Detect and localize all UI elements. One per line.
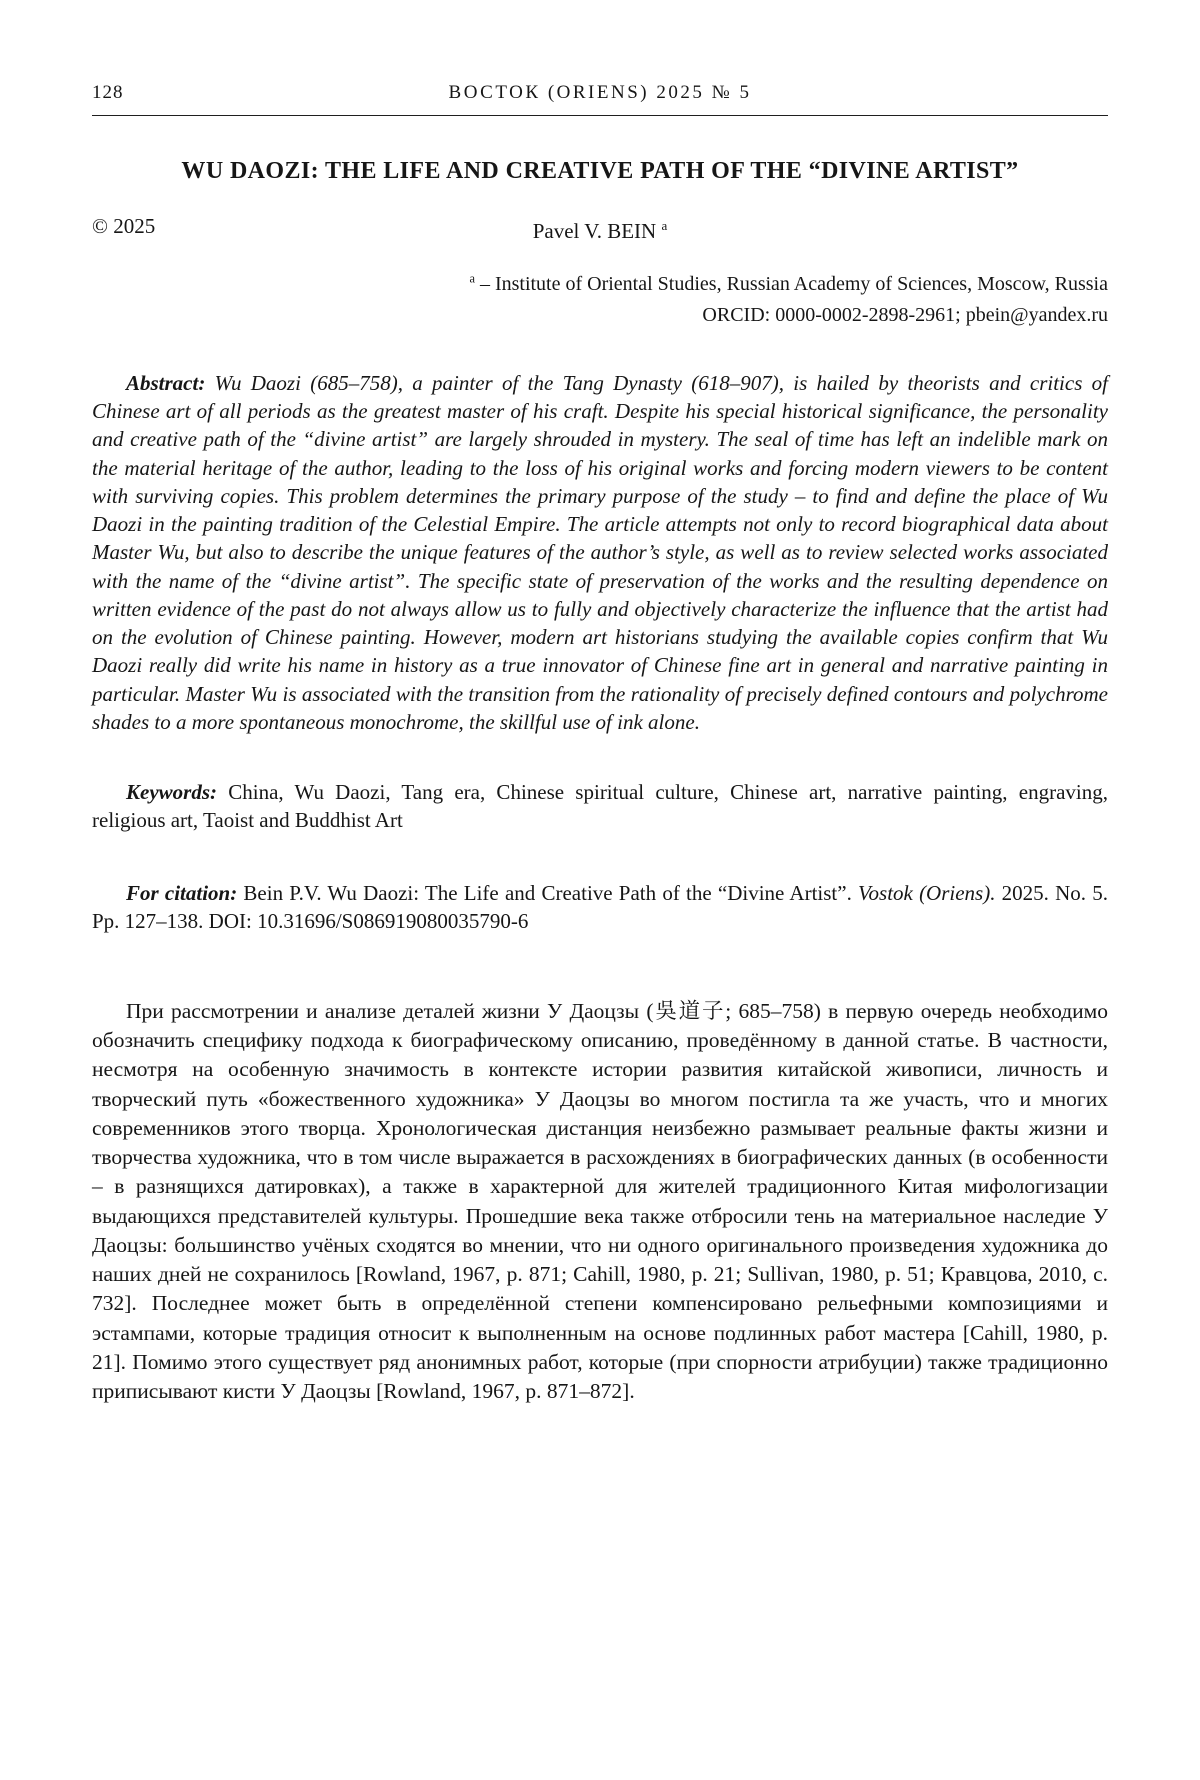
affiliation-mark: a bbox=[469, 271, 475, 286]
citation-journal-name: Vostok (Oriens). bbox=[858, 880, 996, 905]
affiliation-text: – Institute of Oriental Studies, Russian Academy of Sciences, Moscow, Russia bbox=[474, 273, 1108, 295]
article-body bbox=[92, 997, 1108, 1406]
page-number: 128 bbox=[92, 82, 124, 103]
author-affiliation-mark: a bbox=[661, 218, 668, 233]
citation-label: For citation: bbox=[126, 880, 238, 905]
header-rule bbox=[92, 115, 1108, 116]
page-header bbox=[92, 82, 1108, 110]
author-name: Pavel V. BEIN bbox=[532, 219, 657, 243]
author-line bbox=[92, 219, 1108, 244]
keywords-label: Keywords: bbox=[126, 780, 217, 805]
affiliation-block bbox=[92, 269, 1108, 331]
copyright-notice: © 2025 bbox=[92, 214, 156, 238]
citation-paragraph bbox=[92, 879, 1108, 935]
abstract-label: Abstract: bbox=[126, 371, 206, 395]
affiliation-line bbox=[92, 269, 1108, 300]
keywords-text: China, Wu Daozi, Tang era, Chinese spiritual culture, Chinese art, narrative painting, engraving, religious art, Taoist and Buddhist Art bbox=[92, 780, 1108, 833]
abstract-text: Wu Daozi (685–758), a painter of the Tang Dynasty (618–907), is hailed by theorists and critics of Chinese art of all periods as the greatest master of his craft. Despite his special historical significance, the personality and creative path of the “divine artist” are largely shrouded in mystery. The seal of time has left an indelible mark on the material heritage of the author, leading to the loss of his original works and forcing modern viewers to be content with surviving copies. This problem determines the primary purpose of the study – to find and define the place of Wu Daozi in the painting tradition of the Celestial Empire. The article attempts not only to record biographical data about Master Wu, but also to describe the unique features of the author’s style, as well as to review selected works associated with the name of the “divine artist”. The specific state of preservation of the works and the resulting dependence on written evidence of the past do not always allow us to fully and objectively characterize the influence that the artist had on the evolution of Chinese painting. However, modern art historians studying the available copies confirm that Wu Daozi really did write his name in history as a true innovator of Chinese fine art in general and narrative painting in particular. Master Wu is associated with the transition from the rationality of precisely defined contours and polychrome shades to a more spontaneous monochrome, the skillful use of ink alone. bbox=[92, 371, 1108, 734]
keywords-paragraph bbox=[92, 778, 1108, 834]
abstract-paragraph bbox=[92, 369, 1108, 736]
body-paragraph: При рассмотрении и анализе деталей жизни У Даоцзы (吳道子; 685–758) в первую очередь необходимо обозначить специфику подхода к биографическому описанию, проведённому в данной статье. В частности, несмотря на особенную значимость в контексте истории развития китайской живописи, личность и творческий путь «божественного художника» У Даоцзы во многом постигла та же участь, что и многих современников этого творца. Хронологическая дистанция неизбежно размывает реальные факты жизни и творчества художника, что в том числе выражается в расхождениях в биографических данных (в особенности – в разнящихся датировках), а также в характерной для жителей традиционного Китая мифологизации выдающихся представителей культуры. Прошедшие века также отбросили тень на материальное наследие У Даоцзы: большинство учёных сходятся во мнении, что ни одного оригинального произведения художника до наших дней не сохранилось [Rowland, 1967, p. 871; Cahill, 1980, p. 21; Sullivan, 1980, p. 51; Кравцова, 2010, с. 732]. Последнее может быть в определённой степени компенсировано рельефными композициями и эстампами, которые традиция относит к выполненным на основе подлинных работ мастера [Cahill, 1980, p. 21]. Помимо этого существует ряд анонимных работ, которые (при спорности атрибуции) также традиционно приписывают кисти У Даоцзы [Rowland, 1967, p. 871–872]. bbox=[92, 998, 1108, 1404]
article-title: WU DAOZI: THE LIFE AND CREATIVE PATH OF THE “DIVINE ARTIST” bbox=[181, 158, 1019, 184]
citation-text-1: Bein P.V. Wu Daozi: The Life and Creative Path of the “Divine Artist”. bbox=[237, 880, 859, 905]
orcid-line: ORCID: 0000-0002-2898-2961; pbein@yandex.ru bbox=[702, 304, 1108, 326]
citation-text-2: 2025. No. 5. Pp. 127–138. DOI: 10.31696/S086919080035790-6 bbox=[92, 880, 1108, 933]
journal-title: ВОСТОК (ORIENS) 2025 № 5 bbox=[448, 82, 752, 103]
byline-row bbox=[92, 214, 1108, 247]
